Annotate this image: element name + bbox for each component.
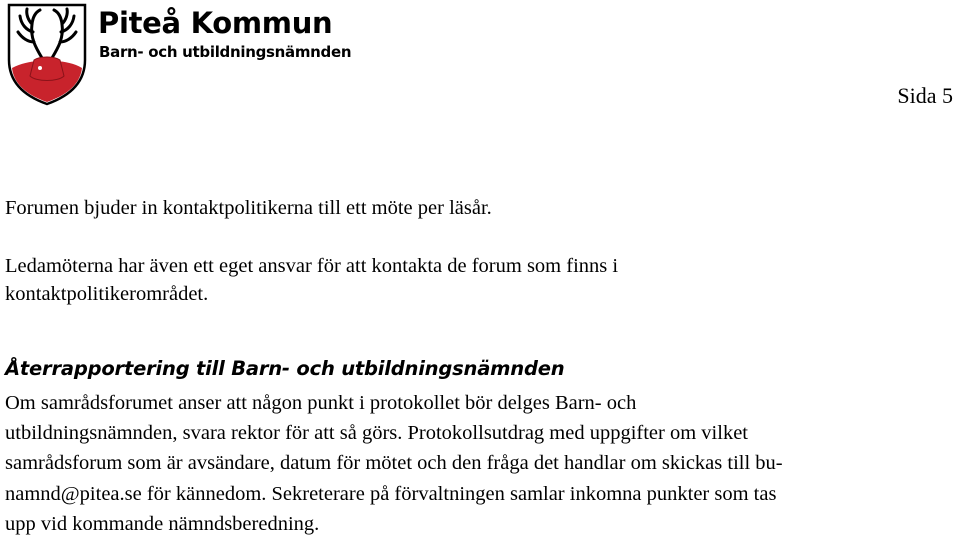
paragraph-reporting <box>5 388 955 539</box>
section-heading: Återrapportering till Barn- och utbildningsnämnden <box>5 357 565 380</box>
page-number: Sida 5 <box>897 83 953 108</box>
org-subtitle: Barn- och utbildningsnämnden <box>99 43 352 61</box>
paragraph-line: Ledamöterna har även ett eget ansvar för att kontakta de forum som finns i <box>5 255 619 277</box>
org-name: Piteå Kommun <box>98 6 333 40</box>
paragraph-line: Om samrådsforumet anser att någon punkt i protokollet bör delges Barn- och <box>5 392 637 414</box>
paragraph-line: upp vid kommande nämndsberedning. <box>5 512 320 535</box>
paragraph-responsibility <box>5 252 955 308</box>
paragraph-line: kontaktpolitikerområdet. <box>5 283 209 305</box>
header-logo <box>6 2 352 112</box>
paragraph-line: samrådsforum som är avsändare, datum för mötet och den fråga det handlar om skickas till bu- <box>5 452 783 475</box>
paragraph-intro: Forumen bjuder in kontaktpolitikerna till ett möte per läsår. <box>5 197 492 219</box>
reindeer-crest-icon <box>6 2 88 106</box>
paragraph-line: namnd@pitea.se för kännedom. Sekreterare på förvaltningen samlar inkomna punkter som tas <box>5 482 777 505</box>
paragraph-line: utbildningsnämnden, svara rektor för att så görs. Protokollsutdrag med uppgifter om vilket <box>5 422 748 445</box>
